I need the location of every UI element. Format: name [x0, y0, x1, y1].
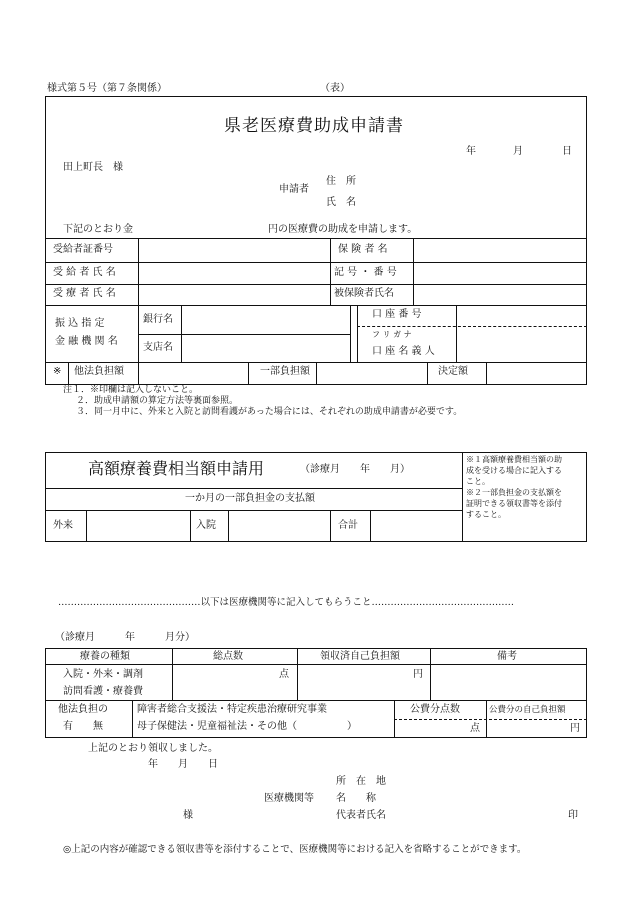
side-note-4: ※２一部負担金の支払額を — [466, 488, 562, 497]
addressee: 田上町長 様 — [63, 162, 123, 173]
side-note-2: 成を受ける場合に記入する — [466, 466, 562, 475]
header-self-pay-received: 領収済自己負担額 — [320, 651, 400, 662]
representative-label: 代表者氏名 — [336, 810, 386, 821]
decided-amount-label: 決定額 — [438, 366, 468, 377]
seal-mark: 印 — [568, 810, 578, 821]
other-law-burden-2: 有 無 — [63, 721, 103, 732]
high-cost-period: （診療月 年 月） — [300, 464, 410, 475]
subsidy-application-form — [45, 96, 587, 385]
statement-pre: 下記のとおり金 — [63, 224, 133, 235]
treatment-period: （診療月 年 月分） — [55, 632, 195, 643]
institution-name-label: 名 称 — [336, 793, 376, 804]
points-unit: 点 — [279, 669, 289, 680]
treatment-kind-1: 入院・外来・調剤 — [63, 669, 143, 680]
header-treatment-type: 療養の種類 — [80, 651, 130, 662]
side-label: （表） — [320, 83, 350, 94]
other-law-burden-1: 他法負担の — [58, 704, 108, 715]
date-month: 月 — [513, 146, 523, 157]
note-2: ２．助成申請額の算定方法等裏面参照。 — [76, 396, 239, 406]
insured-name-label: 被保険者氏名 — [334, 288, 394, 299]
applicant-label: 申請者 — [279, 184, 309, 195]
received-date: 年 月 日 — [148, 759, 218, 770]
other-law-label: 他法負担額 — [74, 366, 124, 377]
applicable-laws-2: 母子保健法・児童福祉法・その他（ ） — [137, 721, 357, 732]
inpatient-label: 入院 — [196, 520, 216, 531]
side-note-3: こと。 — [466, 477, 490, 486]
header-total-points: 総点数 — [213, 651, 243, 662]
applicable-laws-1: 障害者総合支援法・特定疾患治療研究事業 — [137, 704, 327, 715]
public-self-pay-label: 公費分の自己負担額 — [489, 705, 566, 715]
form-number: 様式第５号（第７条関係） — [47, 83, 167, 94]
statement-post: 円の医療費の助成を申請します。 — [268, 224, 418, 235]
transfer-label-1: 振 込 指 定 — [55, 318, 105, 329]
header-remarks: 備考 — [497, 651, 517, 662]
branch-name-label: 支店名 — [143, 342, 173, 353]
footer-note: ◎上記の内容が確認できる領収書等を添付することで、医療機関等における記入を省略することができます。 — [63, 844, 527, 855]
public-points-label: 公費分点数 — [410, 704, 460, 715]
insurer-name-label: 保 険 者 名 — [338, 244, 388, 255]
high-cost-title: 高額療養費相当額申請用 — [88, 459, 265, 478]
medical-institution-separator: ………………………………………以下は医療機関等に記入してもらうこと……………………………………… — [58, 597, 515, 608]
side-note-1: ※１高額療養費相当額の助 — [466, 455, 562, 464]
asterisk-mark: ※ — [53, 366, 62, 377]
location-label: 所 在 地 — [336, 776, 386, 787]
sama-label: 様 — [183, 810, 193, 821]
date-day: 日 — [562, 146, 572, 157]
monthly-payment-subtitle: 一か月の一部負担金の支払額 — [185, 493, 315, 504]
recipient-name-label: 受 給 者 氏 名 — [53, 267, 116, 278]
outpatient-label: 外来 — [53, 520, 73, 531]
total-label: 合計 — [338, 520, 358, 531]
public-yen-unit: 円 — [570, 723, 580, 734]
recipient-cert-no-label: 受給者証番号 — [53, 244, 113, 255]
side-note-5: 証明できる領収書等を添付 — [466, 499, 562, 508]
account-holder-label: 口 座 名 義 人 — [372, 346, 435, 357]
date-year: 年 — [466, 146, 476, 157]
note-1: 注１．※印欄は記入しないこと。 — [63, 385, 199, 395]
public-points-unit: 点 — [470, 723, 480, 734]
partial-burden-label: 一部負担額 — [260, 366, 310, 377]
furigana-label: フ リ ガ ナ — [372, 330, 412, 339]
form-title: 県老医療費助成申請書 — [224, 116, 404, 136]
note-3: ３．同一月中に、外来と入院と訪問看護があった場合には、それぞれの助成申請書が必要です。 — [76, 407, 463, 417]
received-statement: 上記のとおり領収しました。 — [88, 743, 218, 754]
side-note-6: すること。 — [466, 510, 506, 519]
symbol-number-label: 記 号 ・ 番 号 — [334, 267, 397, 278]
name-label: 氏 名 — [326, 197, 356, 208]
treatment-kind-2: 訪問看護・療養費 — [63, 686, 143, 697]
institution-label: 医療機関等 — [264, 793, 314, 804]
yen-unit: 円 — [413, 669, 423, 680]
account-no-label: 口 座 番 号 — [372, 309, 422, 320]
address-label: 住 所 — [326, 176, 356, 187]
patient-name-label: 受 療 者 氏 名 — [53, 288, 116, 299]
bank-name-label: 銀行名 — [143, 314, 173, 325]
transfer-label-2: 金 融 機 関 名 — [55, 336, 118, 347]
